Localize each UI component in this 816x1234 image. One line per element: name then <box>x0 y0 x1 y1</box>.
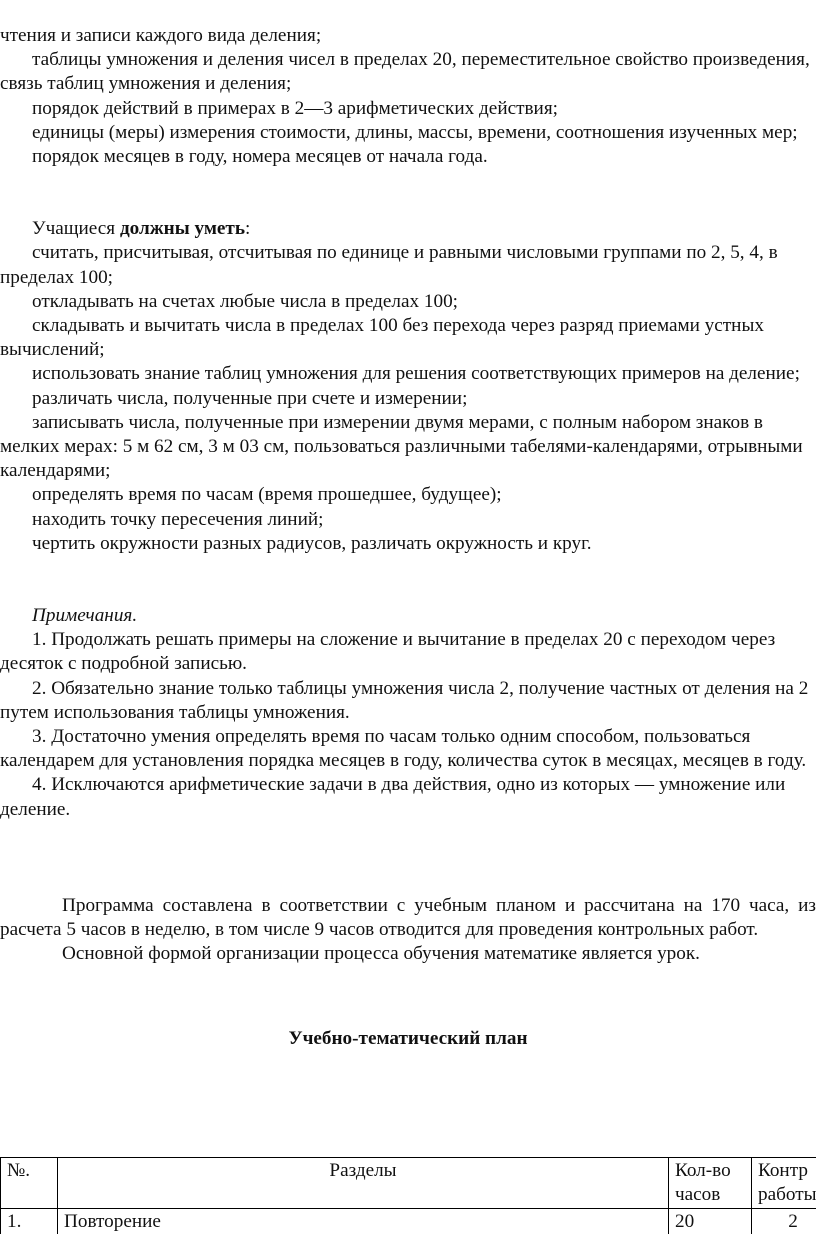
header-hours: Кол-во часов <box>669 1158 752 1209</box>
skill-item: чертить окружности разных радиусов, различать окружность и круг. <box>32 532 592 554</box>
notes-heading: Примечания. <box>32 605 138 627</box>
skills-intro <box>0 217 816 241</box>
spacer <box>0 967 816 1027</box>
skills-intro-prefix: Учащиеся <box>32 218 120 240</box>
skill-item: различать числа, полученные при счете и измерении; <box>32 387 468 409</box>
skill-item: считать, присчитывая, отсчитывая по единице и равными числовыми группами по 2, 5, 4, в пределах 100; <box>0 242 778 288</box>
note-item: 3. Достаточно умения определять время по часам только одним способом, пользоваться календарем для установления порядка месяцев в году, количества суток в месяцах, месяцев в году. <box>0 726 807 772</box>
skills-section <box>0 217 816 556</box>
program-section <box>0 894 816 967</box>
spacer <box>0 822 816 894</box>
skills-intro-suffix: : <box>245 218 251 240</box>
knowledge-item: чтения и записи каждого вида деления; <box>0 25 322 46</box>
skill-item: откладывать на счетах любые числа в пределах 100; <box>32 290 459 312</box>
knowledge-item: порядок месяцев в году, номера месяцев от начала года. <box>32 146 488 168</box>
spacer <box>0 556 816 604</box>
row-control: 2 <box>752 1209 816 1234</box>
knowledge-item: таблицы умножения и деления чисел в пределах 20, переместительное свойство произведения, связь таблиц умножения и деления; <box>0 49 810 95</box>
table-header-row <box>1 1158 816 1209</box>
skill-item: находить точку пересечения линий; <box>32 508 324 530</box>
knowledge-item: порядок действий в примерах в 2—3 арифметических действия; <box>32 97 558 119</box>
table-row <box>1 1209 816 1234</box>
header-control: Контр работы <box>752 1158 816 1209</box>
skills-intro-bold: должны уметь <box>119 218 245 240</box>
knowledge-list <box>0 0 816 169</box>
header-num: №. <box>1 1158 58 1209</box>
note-item: 2. Обязательно знание только таблицы умножения числа 2, получение частных от деления на 2 путем использования таблицы умножения. <box>0 677 809 723</box>
program-paragraph: Основной формой организации процесса обучения математике является урок. <box>62 943 700 965</box>
note-item: 4. Исключаются арифметические задачи в два действия, одно из которых — умножение или деление. <box>0 774 786 820</box>
row-section: Повторение <box>58 1209 669 1234</box>
skill-item: определять время по часам (время прошедшее, будущее); <box>32 484 502 506</box>
row-hours: 20 <box>669 1209 752 1234</box>
skill-item: использовать знание таблиц умножения для решения соответствующих примеров на деление; <box>32 363 800 385</box>
program-paragraph: Программа составлена в соответствии с учебным планом и рассчитана на 170 часа, из расчета 5 часов в неделю, в том числе 9 часов отводится для проведения контрольных работ. <box>0 894 816 941</box>
skill-item: записывать числа, полученные при измерении двумя мерами, с полным набором знаков в мелких мерах: 5 м 62 см, 3 м 03 см, пользоваться различными табелями-календарями, отрывными календарями; <box>0 411 803 482</box>
plan-title: Учебно-тематический план <box>288 1027 528 1049</box>
header-sections: Разделы <box>58 1158 669 1209</box>
knowledge-item: единицы (меры) измерения стоимости, длины, массы, времени, соотношения изученных мер; <box>32 121 798 143</box>
spacer <box>0 169 816 217</box>
skill-item: складывать и вычитать числа в пределах 100 без перехода через разряд приемами устных вычислений; <box>0 315 764 361</box>
row-num: 1. <box>1 1209 58 1234</box>
note-item: 1. Продолжать решать примеры на сложение и вычитание в пределах 20 с переходом через десяток с подробной записью. <box>0 629 776 675</box>
plan-table <box>0 1157 816 1234</box>
notes-section <box>0 604 816 822</box>
